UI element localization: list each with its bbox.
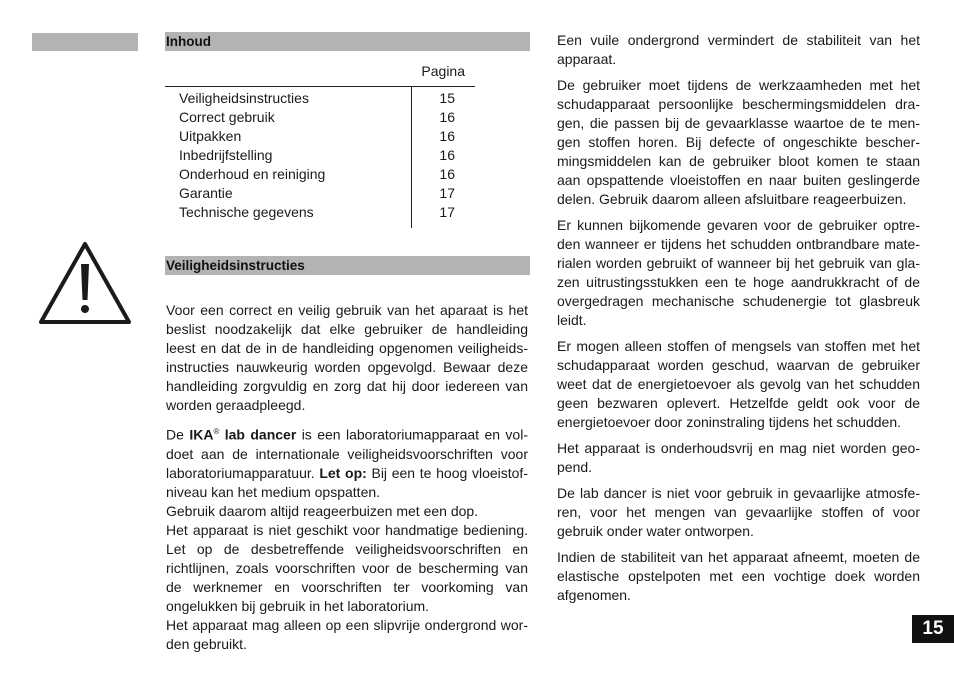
paragraph: Het apparaat is onderhoudsvrij en mag niet worden geo-pend. xyxy=(557,440,920,475)
paragraph: De gebruiker moet tijdens de werkzaamheden met het schudapparaat persoonlijke beschermingsmiddelen dra-gen, die passen bij de gevaarklasse waartoe de te men-gen stoffen horen. Bij defecte of ongeschikte bescher-mingsmiddelen kan de gebruiker bloot komen te staan aan opspattende vloeistoffen en naar buiten geslingerde delen. Gebruik daarom alleen afsluitbare reageerbuizen. xyxy=(557,77,920,207)
toc-row[interactable]: Veiligheidsinstructies 15 xyxy=(179,90,455,106)
paragraph: Gebruik daarom altijd reageerbuizen met een dop. xyxy=(166,502,479,519)
paragraph: Er kunnen bijkomende gevaren voor de gebruiker optre-den wanneer er tijdens het schudden ontbrandbare mate-rialen worden gebruikt of wanneer bij het gebruik van gla-zen uitrustingsstukken een te hoge aandrukkracht of de overgedragen mechanische schudenergie tot glasbreuk leidt. xyxy=(557,217,920,328)
paragraph: Het apparaat mag alleen op een slipvrije ondergrond wor-den gebruikt. xyxy=(166,616,528,652)
toc-page-header: Pagina xyxy=(421,63,465,79)
paragraph: De IKA® lab dancer is een laboratoriumapparaat en vol-doet aan de internationale veiligheidsvoorschriften voor laboratoriumapparatuur. Let op: Bij een te hoog vloeistof-niveau kan het medium opspatten. xyxy=(166,426,528,500)
toc-page-number: 17 xyxy=(439,185,455,201)
toc-page-number: 17 xyxy=(439,204,455,220)
toc-page-number: 16 xyxy=(439,166,455,182)
caution-label: Let op: xyxy=(319,464,367,481)
toc-rows xyxy=(179,89,459,222)
safety-text-left xyxy=(166,301,528,654)
page-number: 15 xyxy=(912,615,954,643)
toc-row[interactable]: Technische gegevens 17 xyxy=(179,204,455,220)
toc-row[interactable]: Uitpakken 16 xyxy=(179,128,455,144)
brand-name: IKA xyxy=(189,426,214,443)
registered-mark: ® xyxy=(213,427,220,436)
margin-gray-bar xyxy=(32,33,138,51)
contents-heading: Inhoud xyxy=(165,32,530,51)
product-name: lab dancer xyxy=(219,426,297,443)
toc-row[interactable]: Onderhoud en reiniging 16 xyxy=(179,166,455,182)
paragraph: Voor een correct en veilig gebruik van het aparaat is het beslist noodzakelijk dat elke gebruiker de handleiding leest en dat de in de handleiding opgenomen veiligheids-instructies nauwkeurig worden opgevolgd. Bewaar deze handleiding zorgvuldig en zorg dat hij door iedereen van worden geraadpleegd. xyxy=(166,302,528,413)
paragraph: Er mogen alleen stoffen of mengsels van stoffen met het schudapparaat worden geschud, waarvan de gebruiker weet dat de energietoevoer als gevolg van het schudden geen bezwaren oplevert. Hetzelfde geldt ook voor de energietoevoer door zoninstraling tijdens het schudden. xyxy=(557,338,920,430)
warning-triangle-icon xyxy=(38,240,132,326)
toc-page-number: 16 xyxy=(439,147,455,163)
safety-text-right xyxy=(557,31,920,612)
paragraph: Een vuile ondergrond vermindert de stabiliteit van het apparaat. xyxy=(557,32,920,67)
toc-divider xyxy=(165,86,475,87)
toc-page-number: 15 xyxy=(439,90,455,106)
toc-row[interactable]: Correct gebruik 16 xyxy=(179,109,455,125)
toc-page-number: 16 xyxy=(439,109,455,125)
toc-page-number: 16 xyxy=(439,128,455,144)
toc-row[interactable]: Garantie 17 xyxy=(179,185,455,201)
toc-row[interactable]: Inbedrijfstelling 16 xyxy=(179,147,455,163)
paragraph: De lab dancer is niet voor gebruik in gevaarlijke atmosfe-ren, voor het mengen van gevaarlijke stoffen of voor gebruik onder water ontworpen. xyxy=(557,485,920,539)
paragraph: Indien de stabiliteit van het apparaat afneemt, moeten de elastische opstelpoten met een vochtige doek worden afgenomen. xyxy=(557,549,920,603)
paragraph: Het apparaat is niet geschikt voor handmatige bediening. Let op de desbetreffende veiligheidsvoorschriften en richtlijnen, zoals voorschriften voor de bescherming van de werknemer en voorschriften ter voorkoming van ongelukken bij gebruik in het laboratorium. xyxy=(166,521,528,614)
safety-heading: Veiligheidsinstructies xyxy=(165,256,530,275)
